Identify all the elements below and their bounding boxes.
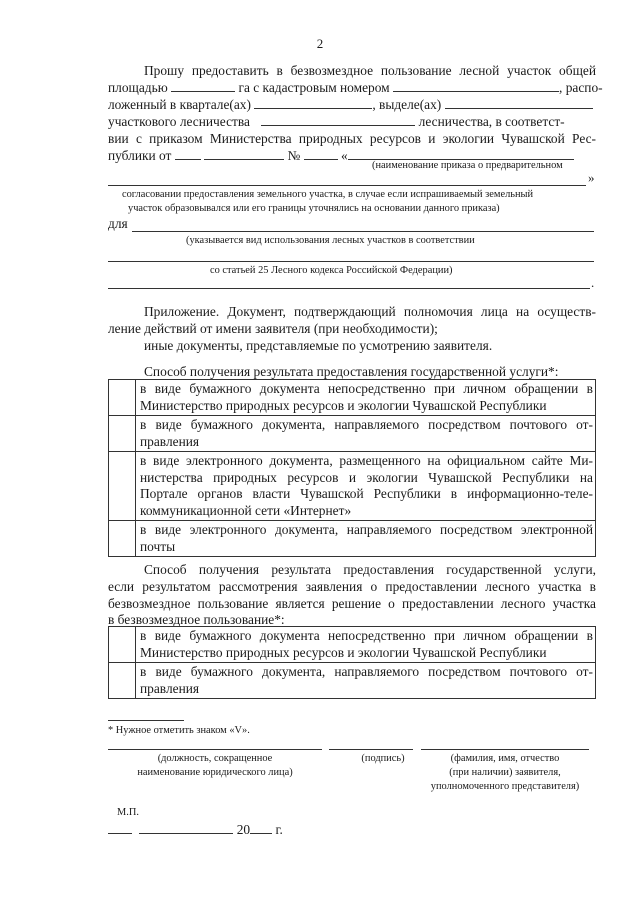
option-row	[109, 452, 596, 521]
option-row	[109, 380, 596, 416]
date-day-field[interactable]	[108, 822, 132, 834]
request-line-2	[108, 79, 603, 96]
name-note-2: (при наличии) заявителя,	[449, 767, 561, 778]
method2-line-3: безвозмездное пользование является решение о предоставлении лесного участка	[108, 596, 596, 611]
date-month-field[interactable]	[139, 822, 233, 834]
end-dot: .	[591, 275, 595, 290]
method2-line-2: если результатом рассмотрения заявления о предоставлении лесного участка в	[108, 579, 596, 594]
cadastral-number-field[interactable]	[393, 80, 559, 92]
attachment-line-2: ление действий от имени заявителя (при необходимости);	[108, 321, 438, 336]
option-label-line: Министерство природных ресурсов и экологии Чувашской Республики	[140, 397, 547, 413]
option-checkbox[interactable]	[109, 521, 136, 557]
date-year-field[interactable]	[250, 822, 272, 834]
option-label	[136, 521, 596, 557]
option-checkbox[interactable]	[109, 416, 136, 452]
district-forestry-field[interactable]	[261, 114, 415, 126]
purpose-row	[108, 215, 596, 232]
quarter-label: ложенный в квартале(ах)	[108, 97, 251, 112]
area-field[interactable]	[171, 80, 235, 92]
option-label-line: нистерства природных ресурсов и экологии Чувашской Республики на	[140, 469, 593, 485]
purpose-note-2: со статьей 25 Лесного кодекса Российской Федерации)	[210, 265, 453, 276]
purpose-line-2[interactable]	[108, 261, 594, 262]
option-checkbox[interactable]	[109, 663, 136, 699]
date-year-suffix: г.	[275, 822, 283, 837]
attachment-line-3: иные документы, представляемые по усмотрению заявителя.	[144, 338, 493, 353]
position-field[interactable]	[108, 749, 322, 750]
option-row	[109, 521, 596, 557]
option-row	[109, 416, 596, 452]
signature-note: (подпись)	[361, 753, 405, 764]
footnote-separator	[108, 720, 184, 721]
option-label	[136, 663, 596, 699]
cadastral-label: га с кадастровым номером	[238, 80, 390, 95]
order-quote-close: »	[588, 170, 595, 185]
purpose-field[interactable]	[132, 231, 594, 232]
order-date-label: публики от	[108, 148, 172, 163]
request-line-1: Прошу предоставить в безвозмездное пользование лесной участок общей	[144, 63, 596, 78]
option-label-line: почты	[140, 538, 176, 554]
option-label	[136, 380, 596, 416]
order-number-label: №	[287, 148, 301, 163]
located-label: , распо-	[559, 80, 603, 95]
page-number: 2	[316, 36, 324, 51]
position-note-1: (должность, сокращенное	[157, 753, 273, 764]
option-checkbox[interactable]	[109, 627, 136, 663]
method2-line-1: Способ получения результата предоставления государственной услуги,	[144, 562, 596, 577]
purpose-line-3[interactable]	[108, 288, 590, 289]
area-label: площадью	[108, 80, 168, 95]
option-label	[136, 416, 596, 452]
date-row	[108, 821, 596, 838]
method1-options-table	[108, 379, 596, 557]
position-note-2: наименование юридического лица)	[137, 767, 293, 778]
order-name-note: (наименование приказа о предварительном	[372, 160, 563, 171]
footnote: * Нужное отметить знаком «V».	[108, 725, 250, 736]
option-label-line: в виде бумажного документа, направляемого посредством почтового от-	[140, 664, 593, 679]
option-row	[109, 663, 596, 699]
option-label-line: правления	[140, 680, 200, 696]
order-day-field[interactable]	[175, 148, 201, 160]
option-label	[136, 452, 596, 521]
quarter-field[interactable]	[254, 97, 372, 109]
name-note-3: уполномоченного представителя)	[430, 781, 580, 792]
method2-line-4: в безвозмездное пользование*:	[108, 612, 285, 627]
option-row	[109, 627, 596, 663]
option-label-line: в виде бумажного документа непосредственно при личном обращении в	[140, 381, 593, 396]
option-label-line: правления	[140, 433, 200, 449]
section-label: , выделе(ах)	[372, 97, 442, 112]
option-label-line: в виде электронного документа, направляемого посредством электронной	[140, 522, 593, 537]
request-line-5: вии с приказом Министерства природных ресурсов и экологии Чувашской Рес-	[108, 131, 596, 146]
order-month-field[interactable]	[204, 148, 284, 160]
option-label-line: в виде бумажного документа непосредственно при личном обращении в	[140, 628, 593, 643]
district-forestry-label: участкового лесничества	[108, 114, 250, 129]
forestry-label: лесничества, в соответст-	[418, 114, 565, 129]
attachment-line-1: Приложение. Документ, подтверждающий полномочия лица на осуществ-	[144, 304, 596, 319]
option-checkbox[interactable]	[109, 452, 136, 521]
purpose-label: для	[108, 216, 128, 231]
purpose-note-1: (указывается вид использования лесных участков в соответствии	[186, 235, 475, 246]
full-name-field[interactable]	[421, 749, 589, 750]
option-label	[136, 627, 596, 663]
option-label-line: коммуникационной сети «Интернет»	[140, 502, 352, 518]
method2-options-table	[108, 626, 596, 699]
request-line-3	[108, 96, 596, 113]
option-checkbox[interactable]	[109, 380, 136, 416]
date-year-prefix: 20	[236, 822, 251, 837]
order-number-field[interactable]	[304, 148, 338, 160]
method1-title: Способ получения результата предоставления государственной услуги*:	[144, 364, 559, 379]
signature-field[interactable]	[329, 749, 413, 750]
request-line-4	[108, 113, 596, 130]
order-note-line-2: согласовании предоставления земельного участка, в случае если испрашиваемый земельный	[122, 189, 534, 200]
option-label-line: Портале органов власти Чувашской Республики в информационно-теле-	[140, 486, 593, 501]
option-label-line: Министерство природных ресурсов и экологии Чувашской Республики	[140, 644, 547, 660]
order-name-line[interactable]	[108, 185, 586, 186]
name-note-1: (фамилия, имя, отчество	[450, 753, 560, 764]
option-label-line: в виде бумажного документа, направляемого посредством почтового от-	[140, 417, 593, 432]
option-label-line: в виде электронного документа, размещенного на официальном сайте Ми-	[140, 453, 593, 468]
order-note-line-3: участок образовывался или его границы уточнялись на основании данного приказа)	[128, 203, 500, 214]
order-quote-open: «	[340, 148, 348, 163]
stamp-mark: М.П.	[117, 807, 139, 818]
section-field[interactable]	[445, 97, 593, 109]
